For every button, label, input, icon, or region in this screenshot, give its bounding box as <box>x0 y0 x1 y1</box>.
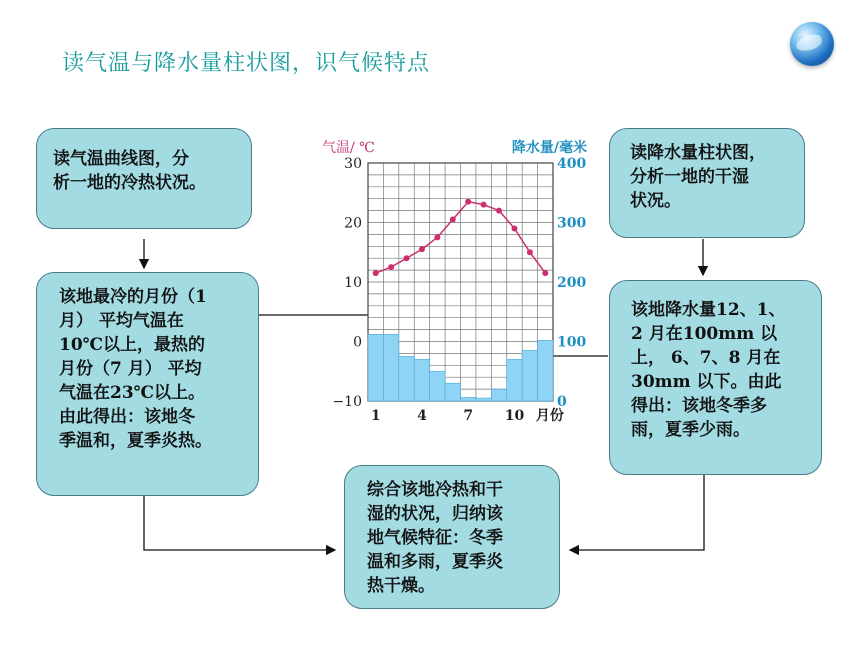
left-tick-label: 0 <box>353 334 362 351</box>
precip-bar-7 <box>461 397 476 401</box>
summary-box: 综合该地冷热和干 湿的状况，归纳该 地气候特征：冬季 温和多雨，夏季炎 热干燥。 <box>344 465 560 609</box>
temp-point-8 <box>481 202 487 208</box>
climate-chart <box>310 130 600 430</box>
left-tick-label: −10 <box>332 394 362 410</box>
temp-point-9 <box>496 208 502 214</box>
temp-point-1 <box>373 270 379 276</box>
temp-point-6 <box>450 217 456 223</box>
temp-point-2 <box>388 264 394 270</box>
x-tick-label: 4 <box>417 408 427 424</box>
x-axis-label: 月份 <box>535 408 564 424</box>
temp-point-4 <box>419 246 425 252</box>
temp-point-5 <box>434 234 440 240</box>
precip-bar-3 <box>399 356 414 401</box>
right-axis-label: 降水量/毫米 <box>511 140 587 156</box>
arrow-precip-result-to-summary <box>570 472 704 550</box>
precip-read-box: 读降水量柱状图， 分析一地的干湿 状况。 <box>609 128 805 238</box>
precip-bar-9 <box>491 389 506 401</box>
temp-point-10 <box>511 225 517 231</box>
temp-point-12 <box>542 270 548 276</box>
x-tick-label: 10 <box>504 408 525 424</box>
right-tick-label: 400 <box>557 156 587 172</box>
right-tick-label: 0 <box>557 394 567 410</box>
precip-bar-12 <box>538 340 553 401</box>
right-tick-label: 300 <box>557 215 587 232</box>
temp-point-7 <box>465 199 471 205</box>
precip-bar-2 <box>383 334 398 401</box>
left-axis-label: 气温/ ℃ <box>322 140 375 156</box>
right-tick-label: 200 <box>557 275 587 291</box>
temp-point-11 <box>527 249 533 255</box>
left-tick-label: 30 <box>344 156 362 172</box>
precip-bar-8 <box>476 398 491 401</box>
precip-bar-6 <box>445 383 460 401</box>
left-tick-label: 20 <box>344 215 362 232</box>
x-tick-label: 1 <box>370 408 381 424</box>
precip-bar-5 <box>430 371 445 401</box>
right-tick-label: 100 <box>557 334 587 351</box>
precip-bar-1 <box>368 334 383 401</box>
precip-bar-10 <box>507 359 522 401</box>
temp-read-box: 读气温曲线图，分 析一地的冷热状况。 <box>36 128 252 229</box>
precip-result-box: 该地降水量12、1、 2 月在100mm 以 上， 6、7、8 月在 30mm 以下。由此 得出：该地冬季多 雨，夏季少雨。 <box>609 280 822 475</box>
left-tick-label: 10 <box>344 275 362 291</box>
precip-bar-4 <box>414 359 429 401</box>
x-tick-label: 7 <box>463 408 474 424</box>
precip-bar-11 <box>522 350 537 401</box>
temp-point-3 <box>404 255 410 261</box>
page-title: 读气温与降水量柱状图，识气候特点 <box>62 51 431 76</box>
temp-result-box: 该地最冷的月份（1 月） 平均气温在 10℃以上，最热的 月份（7 月） 平均 气温在23℃以上。 由此得出：该地冬 季温和，夏季炎热。 <box>36 272 259 496</box>
